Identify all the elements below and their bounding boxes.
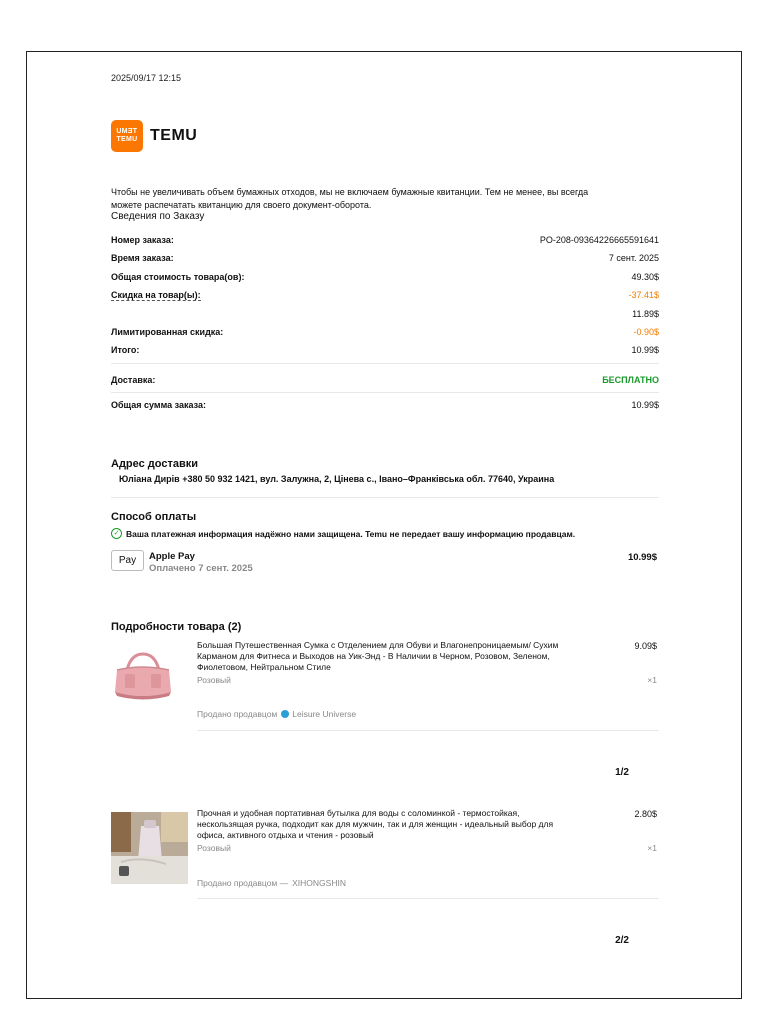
limited-discount-label: Лимитированная скидка:	[111, 327, 224, 337]
seller-name-2[interactable]: XIHONGSHIN	[292, 878, 346, 888]
bag-image	[111, 648, 175, 706]
payment-title: Способ оплаты	[111, 511, 197, 523]
shield-check-icon: ✓	[111, 528, 122, 539]
secure-note	[111, 528, 575, 539]
seller-prefix-1: Продано продавцом	[197, 709, 278, 719]
divider	[197, 730, 659, 731]
limited-discount-value: -0.90$	[633, 327, 659, 337]
page-number-1: 1/2	[615, 767, 629, 778]
product-price-2: 2.80$	[634, 809, 657, 819]
order-row-time	[111, 253, 659, 263]
grand-total-value: 10.99$	[631, 400, 659, 410]
divider	[111, 497, 659, 498]
payment-status: Оплачено 7 сент. 2025	[149, 563, 253, 574]
order-row-limited-discount	[111, 327, 659, 337]
apple-pay-icon	[111, 550, 144, 571]
brand-name: TEMU	[150, 127, 198, 144]
product-qty-1: ×1	[647, 675, 657, 685]
discount-value: -37.41$	[628, 290, 659, 300]
grand-total-label: Общая сумма заказа:	[111, 400, 206, 410]
payment-amount: 10.99$	[627, 552, 657, 563]
product-title-2[interactable]: Прочная и удобная портативная бутылка для воды с соломинкой - термостойкая, нескользящая ручка, подходит как для мужчин, так и для женщин - идеальный выбор для офиса, активного отдыха и чтения - розовый	[197, 808, 554, 840]
divider	[111, 392, 659, 393]
divider	[197, 898, 659, 899]
print-datetime: 2025/09/17 12:15	[111, 73, 182, 83]
product-image-bag[interactable]	[111, 648, 175, 706]
seller-prefix-2: Продано продавцом —	[197, 878, 289, 888]
globe-icon	[281, 710, 289, 718]
discount-label[interactable]: Скидка на товар(ы):	[111, 290, 201, 300]
receipt-page	[26, 51, 742, 999]
items-total-label: Итого:	[111, 345, 140, 355]
divider	[111, 363, 659, 364]
order-number-value: PO-208-09364226665591641	[539, 235, 659, 245]
subtotal-value: 49.30$	[631, 272, 659, 282]
after-discount-value: 11.89$	[632, 309, 659, 319]
product-image-bottle[interactable]	[111, 812, 188, 884]
temu-logo	[111, 120, 197, 152]
order-row-number	[111, 235, 659, 245]
secure-note-text: Ваша платежная информация надёжно нами защищена. Temu не передает вашу информацию продавцам.	[126, 528, 576, 539]
product-price-1: 9.09$	[634, 641, 657, 651]
shipping-label: Доставка:	[111, 375, 156, 385]
address-text: Юліана Дирів +380 50 932 1421, вул. Залужна, 2, Цінева с., Івано–Франківська обл. 77640, Украина	[119, 474, 555, 484]
products-title: Подробности товара (2)	[111, 621, 242, 633]
order-row-after-discount	[111, 309, 659, 319]
order-section-title: Сведения по Заказу	[111, 211, 205, 222]
seller-1	[197, 709, 356, 719]
order-number-label: Номер заказа:	[111, 235, 174, 245]
product-variant-1: Розовый	[197, 675, 231, 685]
order-row-grand-total	[111, 400, 659, 410]
order-time-label: Время заказа:	[111, 253, 174, 263]
product-title-1[interactable]: Большая Путешественная Сумка с Отделением для Обуви и Влагонепроницаемым/ Сухим Карманом для Фитнеса и Выходов на Уик-Энд - В Наличии в Черном, Розовом, Зеленом, Фиолетовом, Нейтральном Стиле	[197, 640, 559, 672]
logo-line-2: TEMU	[116, 136, 138, 143]
items-total-value: 10.99$	[631, 345, 659, 355]
payment-method: Apple Pay	[149, 551, 195, 562]
order-time-value: 7 сент. 2025	[608, 253, 659, 263]
logo-line-1: TEMU	[116, 128, 138, 135]
shipping-value: БЕСПЛАТНО	[602, 375, 659, 385]
seller-name-1[interactable]: Leisure Universe	[292, 709, 357, 719]
order-row-discount[interactable]	[111, 290, 659, 301]
temu-logo-icon	[111, 120, 143, 152]
order-row-subtotal	[111, 272, 659, 282]
order-row-shipping	[111, 375, 659, 385]
paper-notice: Чтобы не увеличивать объем бумажных отходов, мы не включаем бумажные квитанции. Тем не менее, вы всегда можете распечатать квитанцию для своего документ-оборота.	[111, 187, 589, 210]
order-row-total	[111, 345, 659, 355]
address-title: Адрес доставки	[111, 458, 199, 470]
subtotal-label: Общая стоимость товара(ов):	[111, 272, 245, 282]
apple-pay-badge-text: Pay	[118, 555, 137, 566]
seller-2	[197, 878, 346, 888]
product-variant-2: Розовый	[197, 843, 231, 853]
product-qty-2: ×1	[647, 843, 657, 853]
page-number-2: 2/2	[615, 935, 629, 946]
bottle-image	[111, 812, 188, 884]
